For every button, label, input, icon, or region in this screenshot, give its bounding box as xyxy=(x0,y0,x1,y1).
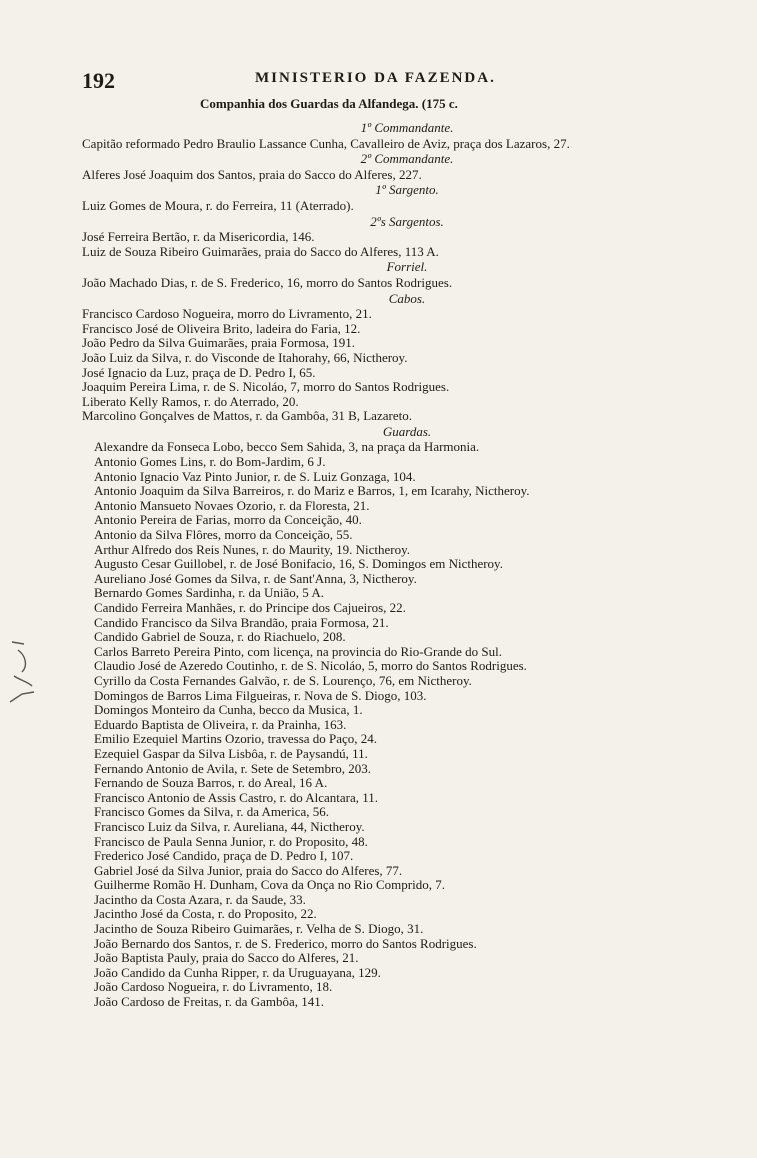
section-heading: 2ºs Sargentos. xyxy=(370,213,444,229)
section-heading: Guardas. xyxy=(382,423,432,439)
list-entry: Frederico José Candido, praça de D. Pedro I, 107. xyxy=(94,849,354,864)
section-guardas xyxy=(82,425,722,1010)
list-entry: Jacintho da Costa Azara, r. da Saude, 33. xyxy=(94,892,306,907)
list-entry: Francisco José de Oliveira Brito, ladeira do Faria, 12. xyxy=(82,321,361,336)
list-entry: Carlos Barreto Pereira Pinto, com licença, na provincia do Rio-Grande do Sul. xyxy=(94,644,502,659)
section-cabos xyxy=(82,292,722,424)
list-entry: Alferes José Joaquim dos Santos, praia do Sacco do Alferes, 227. xyxy=(82,167,422,182)
list-entry: Antonio Gomes Lins, r. do Bom-Jardim, 6 J. xyxy=(94,455,326,470)
list-entry: Francisco Gomes da Silva, r. da America, 56. xyxy=(94,805,330,820)
list-entry: Liberato Kelly Ramos, r. do Aterrado, 20. xyxy=(82,394,299,409)
list-entry: Fernando Antonio de Avila, r. Sete de Setembro, 203. xyxy=(94,761,372,776)
section-heading: 1º Commandante. xyxy=(360,120,454,135)
list-entry: Antonio da Silva Flôres, morro da Conceição, 55. xyxy=(94,528,353,543)
section-heading: 1º Sargento. xyxy=(375,182,439,198)
list-entry: Joaquim Pereira Lima, r. de S. Nicoláo, 7, morro do Santos Rodrigues. xyxy=(82,380,450,395)
list-entry: Antonio Pereira de Farias, morro da Conceição, 40. xyxy=(94,513,362,528)
list-entry: Bernardo Gomes Sardinha, r. da União, 5 A. xyxy=(94,586,324,601)
list-entry: Francisco de Paula Senna Junior, r. do Proposito, 48. xyxy=(94,834,368,849)
running-header: MINISTERIO DA FAZENDA. xyxy=(255,70,496,86)
section-1o-sargento xyxy=(82,183,722,213)
list-entry: João Machado Dias, r. de S. Frederico, 16, morro do Santos Rodrigues. xyxy=(82,275,453,290)
list-entry: Emilio Ezequiel Martins Ozorio, travessa do Paço, 24. xyxy=(94,732,378,747)
list-entry: João Bernardo dos Santos, r. de S. Frederico, morro do Santos Rodrigues. xyxy=(94,936,477,951)
list-entry: Gabriel José da Silva Junior, praia do Sacco do Alferes, 77. xyxy=(94,863,403,878)
list-entry: Fernando de Souza Barros, r. do Areal, 16 A. xyxy=(94,776,328,791)
list-entry: João Pedro da Silva Guimarães, praia Formosa, 191. xyxy=(82,336,355,351)
list-entry: Candido Ferreira Manhães, r. do Principe dos Cajueiros, 22. xyxy=(94,601,406,615)
section-heading: Forriel. xyxy=(386,259,428,275)
list-entry: Capitão reformado Pedro Braulio Lassance Cunha, Cavalleiro de Aviz, praça dos Lazaros, 27. xyxy=(82,136,570,151)
list-entry: João Baptista Pauly, praia do Sacco do Alferes, 21. xyxy=(94,951,359,966)
section-subtitle: Companhia dos Guardas da Alfandega. (175 c. xyxy=(200,96,458,111)
list-entry: João Luiz da Silva, r. do Visconde de Itahorahy, 66, Nictheroy. xyxy=(82,350,408,365)
list-entry: José Ferreira Bertão, r. da Misericordia, 146. xyxy=(82,230,315,245)
section-2o-commandante xyxy=(82,152,722,182)
list-entry: Ezequiel Gaspar da Silva Lisbôa, r. de Paysandú, 11. xyxy=(94,746,368,761)
list-entry: Francisco Luiz da Silva, r. Aureliana, 44, Nictheroy. xyxy=(94,819,365,834)
list-entry: Antonio Mansueto Novaes Ozorio, r. da Floresta, 21. xyxy=(94,498,370,513)
list-entry: Aureliano José Gomes da Silva, r. de Sant'Anna, 3, Nictheroy. xyxy=(94,571,417,586)
list-entry: Candido Francisco da Silva Brandão, praia Formosa, 21. xyxy=(94,615,389,630)
section-1o-commandante xyxy=(82,121,722,151)
list-entry: Jacintho José da Costa, r. do Proposito, 22. xyxy=(94,907,317,922)
section-heading: Cabos. xyxy=(388,290,426,306)
page-number: 192 xyxy=(82,68,115,93)
section-heading: 2º Commandante. xyxy=(360,151,454,167)
list-entry: Eduardo Baptista de Oliveira, r. da Prainha, 163. xyxy=(94,717,347,732)
list-entry: Jacintho de Souza Ribeiro Guimarães, r. Velha de S. Diogo, 31. xyxy=(94,922,424,937)
list-entry: Francisco Cardoso Nogueira, morro do Livramento, 21. xyxy=(82,307,372,322)
list-entry: João Cardoso Nogueira, r. do Livramento, 18. xyxy=(94,980,333,995)
list-entry: João Candido da Cunha Ripper, r. da Uruguayana, 129. xyxy=(94,965,381,980)
list-entry: Alexandre da Fonseca Lobo, becco Sem Sahida, 3, na praça da Harmonia. xyxy=(94,440,480,455)
section-forriel xyxy=(82,260,722,290)
list-entry: Luiz Gomes de Moura, r. do Ferreira, 11 (Aterrado). xyxy=(82,198,354,213)
list-entry: Marcolino Gonçalves de Mattos, r. da Gambôa, 31 B, Lazareto. xyxy=(82,409,412,424)
list-entry: José Ignacio da Luz, praça de D. Pedro I, 65. xyxy=(82,365,316,380)
list-entry: Francisco Antonio de Assis Castro, r. do Alcantara, 11. xyxy=(94,790,379,805)
list-entry: Antonio Joaquim da Silva Barreiros, r. do Mariz e Barros, 1, em Icarahy, Nictheroy. xyxy=(94,484,530,499)
list-entry: Arthur Alfredo dos Reis Nunes, r. do Maurity, 19. Nictheroy. xyxy=(94,542,411,557)
list-entry: Domingos Monteiro da Cunha, becco da Musica, 1. xyxy=(94,703,363,718)
list-entry: Guilherme Romão H. Dunham, Cova da Onça no Rio Comprido, 7. xyxy=(94,878,445,893)
list-entry: João Cardoso de Freitas, r. da Gambôa, 141. xyxy=(94,995,324,1010)
list-entry: Candido Gabriel de Souza, r. do Riachuelo, 208. xyxy=(94,630,346,645)
directory-listing xyxy=(82,120,722,1010)
list-entry: Claudio José de Azeredo Coutinho, r. de S. Nicoláo, 5, morro do Santos Rodrigues. xyxy=(94,659,527,674)
section-2os-sargentos xyxy=(82,215,722,260)
list-entry: Antonio Ignacio Vaz Pinto Junior, r. de S. Luiz Gonzaga, 104. xyxy=(94,469,416,484)
list-entry: Cyrillo da Costa Fernandes Galvão, r. de S. Lourenço, 76, em Nictheroy. xyxy=(94,673,472,688)
margin-ink-mark xyxy=(8,636,48,706)
list-entry: Luiz de Souza Ribeiro Guimarães, praia do Sacco do Alferes, 113 A. xyxy=(82,244,439,259)
list-entry: Augusto Cesar Guillobel, r. de José Bonifacio, 16, S. Domingos em Nictheroy. xyxy=(94,557,503,572)
list-entry: Domingos de Barros Lima Filgueiras, r. Nova de S. Diogo, 103. xyxy=(94,688,427,703)
